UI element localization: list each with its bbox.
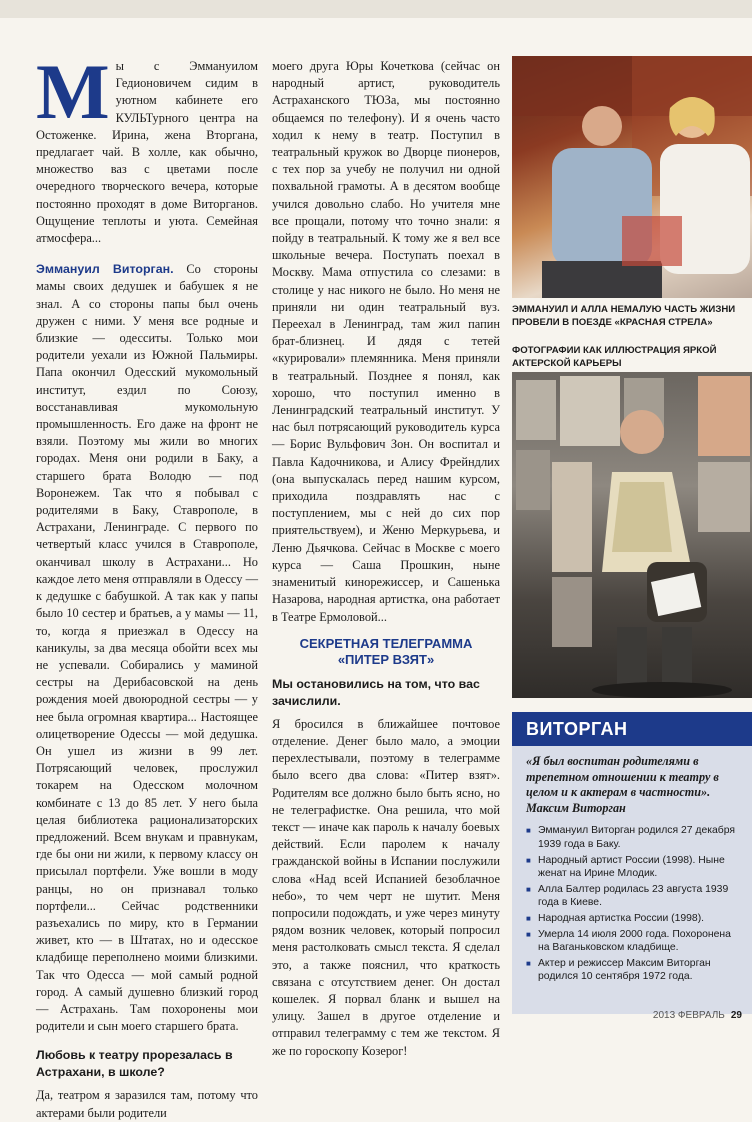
page-footer (653, 1010, 742, 1021)
fact-item: ■ Народная артистка России (1998). (526, 912, 742, 926)
photo-actor-illustration (512, 372, 752, 698)
intro-text: ы с Эммануилом Гедионовичем сидим в уютном кабинете его КУЛЬТурного центра на Остоженке. Ирина, жена Вторгана, предлагает чай. В холле, как обычно, множество ваз с цветами после очередного творческого вечера, которые постоянно проходят в доме Виторганов. Ощущение теплоты и уюта. Семейная атмосфера... (36, 59, 258, 246)
speaker-name: Эммануил Виторган. (36, 262, 174, 277)
section-heading-line-2: «ПИТЕР ВЗЯТ» (337, 651, 435, 667)
facts-list (526, 824, 742, 984)
photo-couple-train (512, 56, 752, 298)
answer-text-1: Со стороны мамы своих дедушек и бабушек я не знал. А со стороны папы был очень дружен с ними. У меня все родные и близкие — одесситы. Только мои родители уехали из Южной Пальмиры. Папа окончил Одесский мукомольный институт, ездил по Союзу, восстанавливая мукомольную промышленность. Его даже на фронт не взяли. Поэтому мы жили во многих городах. Меня они родили в Баку, а старшего брата Володю — под Воронежем. Так что я побывал с родителями в Баку, Ставрополе, в Астрахани, Ленинграде. С первого по четвертый класс учился в Ставрополе, оканчивал школу в Астрахани... Но каждое лето меня отправляли в Одессу — к дедушке с бабушкой. А так как у папы было 10 сестер и братьев, а у мамы — 11, то, когда я приезжал в Одессу на каникулы, за два месяца обойти всех мы не успевали. Собирались у маминой сестры на Дерибасовской на день рождения моей двоюродной сестры — у нее была огромная квартира... Настоящее олицетворение Одессы — мой дедушка. Он ушел из жизни в 99 лет. Потрясающий человек, прослужил токарем на Одесском молочном комбинате с 13 до 85 лет. У него была целая библиотека рационализаторских предложений. Всем внукам и правнукам, где бы они ни жили, к первому классу он присылал портфели. Уже вошли в моду ранцы, но он признавал только портфели... Сейчас родственники разъехались по миру, кто в Германии живет, кто — в Штатах, но и одесское кладбище переполнено моими близкими. Так что Одесса — мой самый родной город. А самый душевно близкий город — Астрахань. Там похоронены мои родители и сын моего старшего брата. (36, 262, 258, 1034)
top-strip (0, 0, 752, 18)
answer-paragraph-2: Да, театром я заразился там, потому что актерами были родители (36, 1088, 258, 1120)
photo-couple-illustration (512, 56, 752, 298)
question-2: Мы остановились на том, что вас зачислили. (272, 676, 480, 708)
answer-paragraph-1 (36, 261, 258, 1035)
answer-paragraph-3: моего друга Юры Кочеткова (сейчас он народный артист, руководитель Астраханского ТЮЗа, мы постоянно общаемся по телефону). И я очень часто ходил к нему в театр. Поступил в театральный кружок во Дворце пионеров, с тех пор за учебу не получил ни одной похвальной грамоты. А в десятом вообще учился довольно слабо. Но учителя мне все прощали, потому что точно знали: я пойду в театральный. К тому же я вел все школьные вечера. Поступать поехал в Москву. Мама отпустила со слезами: в столице у нас никого не было. Но меня не приняли ни один театральный вуз. Переехал в Ленинград, там жил папин брат-близнец. И дядя с тетей «курировали» племянника. Меня приняли в театральный. Позднее я понял, как хорошо, что поступил именно в Ленинградский театральный институт. У нас был потрясающий руководитель курса — Борис Вульфович Зон. Он воспитал и Павла Кадочникова, и Алису Фрейндлих (она выпускалась перед нашим курсом, приходила поздравлять нас с поступлением, мы с ней до сих пор приятельствуем), и Женю Меркурьева, и Леню Дьячкова. Сейчас в Москве с моего курса — Саша Прошкин, ныне знаменитый кинорежиссер, и Сашенька Назарова, народная артистка, она работает в Театре Ермоловой... (272, 59, 500, 624)
info-box-title: ВИТОРГАН (512, 712, 752, 746)
fact-item: ■ Актер и режиссер Максим Виторган родился 10 сентября 1972 года. (526, 957, 742, 984)
fact-item: ■ Алла Балтер родилась 23 августа 1939 года в Киеве. (526, 883, 742, 910)
answer-paragraph-4: Я бросился в ближайшее почтовое отделение. Денег было мало, а эмоции перехлестывали, поэтому в телеграмме было всего два слова: «Питер взят». Родителям все должно было быть ясно, но не телеграфистке. Она решила, что мой текст — иначе как пароль к началу боевых действий. Если паролем к началу гражданской войны в Испании послужили слова «Над всей Испанией безоблачное небо», то чем черт не шутит. Меня попросили подождать, и уже через минуту рядом возник человек, который попросил меня растолковать смысл текста. Я сделал это, а также пояснил, что краткость связана с отсутствием денег. Он достал кошелек. Я порвал бланк и вышел на улицу. Зашел в другое отделение и отправил телеграмму с тем же текстом. Я же по гороскопу Козерог! (272, 716, 500, 1058)
question-1: Любовь к театру прорезалась в Астрахани, в школе? (36, 1048, 233, 1080)
fact-item: ■ Умерла 14 июля 2000 года. Похоронена на Ваганьковском кладбище. (526, 928, 742, 955)
page-number: 29 (730, 1010, 742, 1021)
info-box-body (512, 746, 752, 1014)
article-column-1 (36, 48, 258, 1122)
photo-actor-portraits (512, 372, 752, 698)
caption-photo-2: ФОТОГРАФИИ КАК ИЛЛЮСТРАЦИЯ ЯРКОЙ АКТЕРСКОЙ КАРЬЕРЫ (512, 345, 717, 369)
intro-paragraph (36, 48, 258, 247)
article-column-2 (272, 58, 500, 1060)
info-box (512, 712, 752, 1012)
drop-cap: М (36, 48, 110, 135)
fact-item: ■ Народный артист России (1998). Ныне женат на Ирине Млодик. (526, 854, 742, 881)
section-heading-line-1: СЕКРЕТНАЯ ТЕЛЕГРАММА (299, 635, 473, 651)
caption-photo-1: ЭММАНУИЛ И АЛЛА НЕМАЛУЮ ЧАСТЬ ЖИЗНИ ПРОВЕЛИ В ПОЕЗДЕ «КРАСНАЯ СТРЕЛА» (512, 304, 736, 328)
fact-item: ■ Эммануил Виторган родился 27 декабря 1939 года в Баку. (526, 824, 742, 851)
issue-date: 2013 ФЕВРАЛЬ (652, 1010, 725, 1021)
info-box-quote: «Я был воспитан родителями в трепетном отношении к театру в целом и к актерам в частности». Максим Виторган (526, 754, 719, 815)
section-heading (272, 636, 500, 668)
